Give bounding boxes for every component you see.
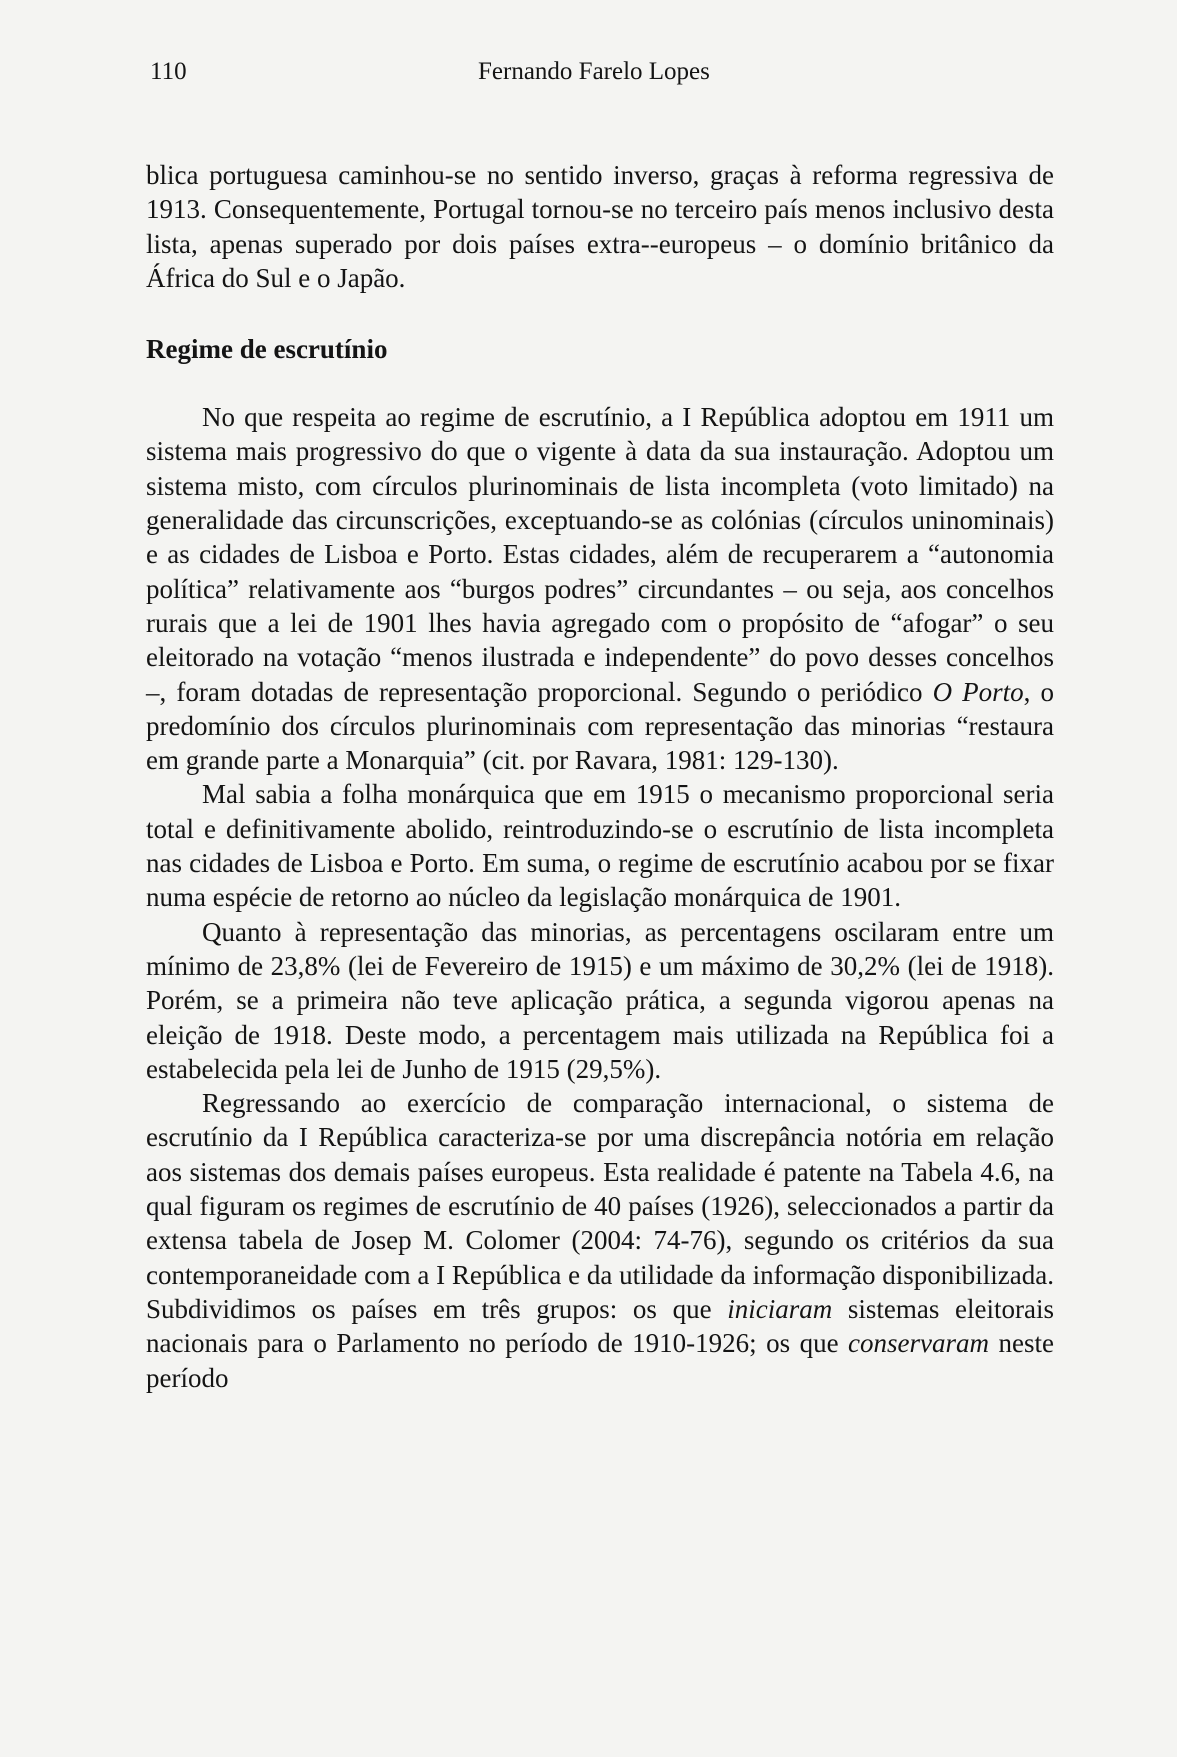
paragraph-1-text-b: , o predomínio dos círculos plurinominais com representação das minorias “restaura em grande parte a Monarquia” (cit. por Ravara, 1981: 129-130). xyxy=(146,676,1054,776)
page-number: 110 xyxy=(150,58,187,85)
paragraph-1 xyxy=(146,400,1054,777)
paragraph-2-text: Mal sabia a folha monárquica que em 1915 o mecanismo proporcional seria total e definitivamente abolido, reintroduzindo-se o escrutínio de lista incompleta nas cidades de Lisboa e Porto. Em suma, o regime de escrutínio acabou por se fixar numa espécie de retorno ao núcleo da legislação monárquica de 1901. xyxy=(146,779,1054,913)
paragraph-continued-text: blica portuguesa caminhou-se no sentido inverso, graças à reforma regressiva de 1913. Consequentemente, Portugal tornou-se no terceiro país menos inclusivo desta lista, apenas superado por dois países extra--europeus – o domínio britânico da África do Sul e o Japão. xyxy=(146,160,1054,293)
paragraph-4-text-b: sistemas eleitorais nacionais para o Parlamento no período de 1910-1926; os que xyxy=(146,1293,1054,1359)
paragraph-4-italic-2: conservaram xyxy=(848,1328,990,1359)
section-heading: Regime de escrutínio xyxy=(146,334,388,365)
paragraph-4-italic-1: iniciaram xyxy=(727,1293,833,1324)
paragraph-3-text: Quanto à representação das minorias, as percentagens oscilaram entre um mínimo de 23,8% (lei de Fevereiro de 1915) e um máximo de 30,2% (lei de 1918). Porém, se a primeira não teve aplicação prática, a segunda vigorou apenas na eleição de 1918. Deste modo, a percentagem mais utilizada na República foi a estabelecida pela lei de Junho de 1915 (29,5%). xyxy=(146,916,1054,1084)
paragraph-1-italic: O Porto xyxy=(932,676,1024,707)
body-text xyxy=(146,158,1054,1395)
paragraph-2 xyxy=(146,777,1054,914)
paragraph-4-text-c: neste período xyxy=(146,1328,1054,1393)
running-header xyxy=(150,58,1050,92)
header-author: Fernando Farelo Lopes xyxy=(478,58,710,85)
paragraph-4 xyxy=(146,1086,1054,1395)
paragraph-3 xyxy=(146,915,1054,1086)
paragraph-continued xyxy=(146,158,1054,295)
paragraph-4-text-a: Regressando ao exercício de comparação internacional, o sistema de escrutínio da I República caracteriza-se por uma discrepância notória em relação aos sistemas dos demais países europeus. Esta realidade é patente na Tabela 4.6, na qual figuram os regimes de escrutínio de 40 países (1926), seleccionados a partir da extensa tabela de Josep M. Colomer (2004: 74-76), segundo os critérios da sua contemporaneidade com a I República e da utilidade da informação disponibilizada. Subdividimos os países em três grupos: os que xyxy=(146,1088,1054,1324)
paragraph-1-text-a: No que respeita ao regime de escrutínio, a I República adoptou em 1911 um sistema mais progressivo do que o vigente à data da sua instauração. Adoptou um sistema misto, com círculos plurinominais de lista incompleta (voto limitado) na generalidade das circunscrições, exceptuando-se as colónias (círculos uninominais) e as cidades de Lisboa e Porto. Estas cidades, além de recuperarem a “autonomia política” relativamente aos “burgos podres” circundantes – ou seja, aos concelhos rurais que a lei de 1901 lhes havia agregado com o propósito de “afogar” o seu eleitorado na votação “menos ilustrada e independente” do povo desses concelhos –, foram dotadas de representação proporcional. Segundo o periódico xyxy=(146,402,1054,707)
